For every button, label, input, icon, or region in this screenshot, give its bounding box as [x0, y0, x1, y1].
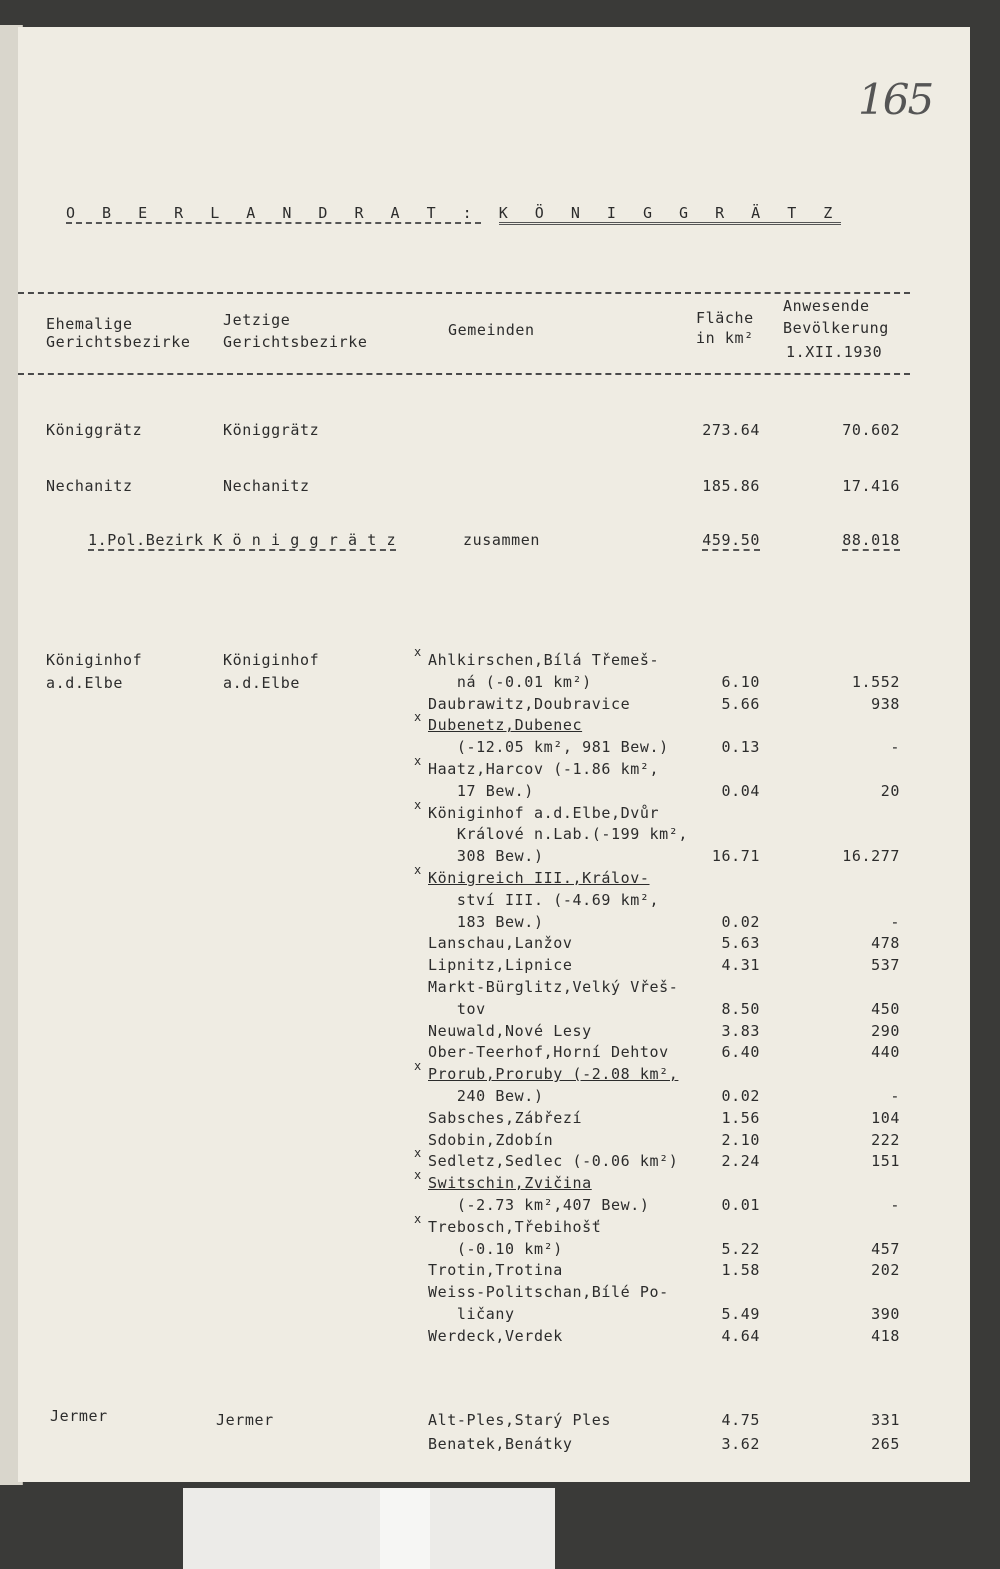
col-pop-3: 1.XII.1930 — [786, 343, 883, 361]
row-current: Königgrätz — [223, 421, 320, 439]
community-name: 183 Bew.) — [428, 912, 544, 931]
page-number: 165 — [858, 75, 933, 124]
community-name: Sabsches,Zábřezí — [428, 1108, 583, 1127]
community-marker: x — [414, 1146, 422, 1161]
community-name: Markt-Bürglitz,Velký Vřeš- — [428, 978, 679, 996]
community-area: 1.58 — [721, 1261, 760, 1280]
community-area: 8.50 — [721, 999, 760, 1018]
community-pop: 1.552 — [851, 672, 900, 691]
community-pop: 16.277 — [842, 847, 900, 866]
community-area: 0.13 — [721, 738, 760, 757]
row-pop: 17.416 — [842, 477, 900, 495]
community-marker: x — [414, 1168, 422, 1183]
background-card-light — [380, 1488, 430, 1569]
col-communities: Gemeinden — [448, 321, 535, 339]
total-label: 1.Pol.Bezirk K ö n i g g r ä t z — [88, 531, 397, 549]
community-marker: x — [414, 1211, 422, 1226]
community-area: 3.62 — [721, 1435, 760, 1453]
row-current: Nechanitz — [223, 477, 310, 495]
community-name: Ober-Teerhof,Horní Dehtov — [428, 1043, 669, 1062]
community-name: (-2.73 km²,407 Bew.) — [428, 1196, 650, 1214]
total-area-value: 459.50 — [702, 531, 760, 549]
community-marker: x — [414, 863, 422, 877]
community-marker: x — [414, 797, 422, 812]
community-name: Daubrawitz,Doubravice — [428, 694, 631, 713]
community-area: 0.04 — [721, 781, 760, 800]
community-name: Sedletz,Sedlec (-0.06 km²) — [428, 1152, 679, 1171]
community-name: ství III. (-4.69 km², — [428, 890, 660, 909]
community-area: 5.49 — [721, 1305, 760, 1323]
community-name: Königreich III.,Králov- — [428, 869, 650, 887]
community-area: 5.63 — [721, 934, 760, 953]
row-pop: 70.602 — [842, 421, 900, 439]
total-pop-value: 88.018 — [842, 531, 900, 549]
col-pop-2: Bevölkerung — [783, 319, 889, 337]
col-former-1: Ehemalige — [46, 315, 133, 333]
community-name: Switschin,Zvičina — [428, 1174, 592, 1193]
community-name: Prorub,Proruby (-2.08 km², — [428, 1065, 679, 1084]
community-pop: 202 — [871, 1261, 900, 1280]
community-pop: 222 — [871, 1130, 900, 1149]
district3-current: Jermer — [216, 1411, 274, 1429]
col-current-2: Gerichtsbezirke — [223, 333, 368, 351]
district2-former-1: Königinhof — [46, 651, 143, 669]
col-pop-1: Anwesende — [783, 297, 870, 315]
community-area: 1.56 — [721, 1108, 760, 1127]
total-suffix: zusammen — [463, 531, 541, 549]
community-area: 5.66 — [721, 694, 760, 713]
community-name: ná (-0.01 km²) — [428, 672, 592, 691]
community-name: ličany — [428, 1305, 515, 1323]
community-area: 0.02 — [721, 912, 760, 931]
community-name: Sdobin,Zdobín — [428, 1130, 554, 1149]
community-area: 6.10 — [721, 672, 760, 691]
header-name: K Ö N I G G R Ä T Z — [499, 204, 842, 225]
district2-current-1: Königinhof — [223, 651, 320, 669]
community-pop: 450 — [871, 999, 900, 1018]
community-name: Königinhof a.d.Elbe,Dvůr — [428, 803, 660, 822]
community-name: Weiss-Politschan,Bílé Po- — [428, 1283, 669, 1302]
row-former: Nechanitz — [46, 477, 133, 495]
col-former-2: Gerichtsbezirke — [46, 333, 191, 351]
community-area: 16.71 — [711, 847, 760, 866]
community-marker: x — [414, 1059, 422, 1074]
community-area: 2.10 — [721, 1130, 760, 1149]
col-area-2: in km² — [696, 329, 754, 347]
community-name: Ahlkirschen,Bílá Třemeš- — [428, 651, 660, 669]
community-area: 4.64 — [721, 1326, 760, 1345]
community-name: 240 Bew.) — [428, 1087, 544, 1105]
total-area — [658, 531, 760, 549]
community-pop: - — [890, 912, 900, 931]
row-area: 185.86 — [702, 477, 760, 495]
col-current-1: Jetzige — [223, 311, 291, 329]
document-page — [18, 27, 970, 1482]
header-prefix: O B E R L A N D R A T : — [66, 204, 481, 222]
community-marker: x — [414, 710, 422, 725]
community-name: (-12.05 km², 981 Bew.) — [428, 738, 669, 757]
rule-top — [18, 292, 910, 294]
community-area: 5.22 — [721, 1239, 760, 1258]
community-area: 0.01 — [721, 1196, 760, 1214]
community-pop: 537 — [871, 956, 900, 975]
community-pop: 938 — [871, 694, 900, 713]
community-pop: 390 — [871, 1305, 900, 1323]
community-name: Neuwald,Nové Lesy — [428, 1021, 592, 1040]
community-pop: - — [890, 1087, 900, 1105]
community-pop: - — [890, 1196, 900, 1214]
rule-header-bottom — [18, 373, 910, 375]
community-name: Lipnitz,Lipnice — [428, 956, 573, 975]
community-name: Lanschau,Lanžov — [428, 934, 573, 953]
community-marker: x — [414, 645, 422, 659]
community-pop: 151 — [871, 1152, 900, 1171]
community-name: Dubenetz,Dubenec — [428, 716, 583, 735]
community-name: 17 Bew.) — [428, 781, 534, 800]
community-name: Alt-Ples,Starý Ples — [428, 1411, 611, 1429]
community-area: 4.75 — [721, 1411, 760, 1429]
community-marker: x — [414, 754, 422, 768]
community-pop: 290 — [871, 1021, 900, 1040]
row-former: Königgrätz — [46, 421, 143, 439]
community-pop: 418 — [871, 1326, 900, 1345]
community-area: 3.83 — [721, 1021, 760, 1040]
community-name: Haatz,Harcov (-1.86 km², — [428, 760, 660, 778]
community-name: Benatek,Benátky — [428, 1435, 573, 1453]
community-pop: 331 — [871, 1411, 900, 1429]
community-area: 6.40 — [721, 1043, 760, 1062]
community-pop: 104 — [871, 1108, 900, 1127]
community-pop: 265 — [871, 1435, 900, 1453]
header-title — [66, 204, 841, 222]
community-area: 4.31 — [721, 956, 760, 975]
community-area: 0.02 — [721, 1087, 760, 1105]
community-name: Trebosch,Třebihošť — [428, 1217, 602, 1236]
community-name: (-0.10 km²) — [428, 1239, 563, 1258]
background-card — [183, 1488, 555, 1569]
community-pop: 20 — [880, 781, 900, 800]
row-area: 273.64 — [702, 421, 760, 439]
total-pop — [798, 531, 900, 549]
community-name: Trotin,Trotina — [428, 1261, 563, 1280]
col-area-1: Fläche — [696, 309, 754, 327]
community-pop: 440 — [871, 1043, 900, 1062]
district2-current-2: a.d.Elbe — [223, 674, 301, 692]
community-pop: - — [890, 738, 900, 757]
district3-former: Jermer — [50, 1407, 108, 1425]
community-name: 308 Bew.) — [428, 847, 544, 866]
community-name: Werdeck,Verdek — [428, 1326, 563, 1345]
district2-former-2: a.d.Elbe — [46, 674, 124, 692]
community-area: 2.24 — [721, 1152, 760, 1171]
community-name: Králové n.Lab.(-199 km², — [428, 825, 689, 844]
community-pop: 457 — [871, 1239, 900, 1258]
community-pop: 478 — [871, 934, 900, 953]
community-name: tov — [428, 999, 486, 1018]
